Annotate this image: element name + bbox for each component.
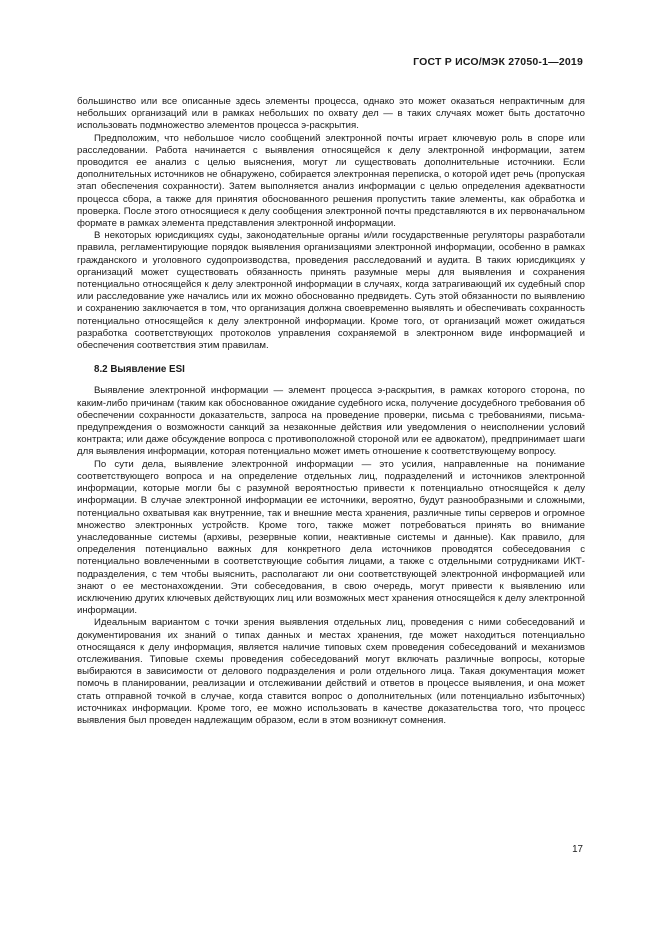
paragraph: Выявление электронной информации — элемент процесса э-раскрытия, в рамках которого сторона, по каким-либо причинам (таким как обоснованное ожидание судебного иска, получение досудебного требования об обеспечении сохранности доказательств, запроса на проведение проверки, письма с требованиями, письма-предупреждения о возможности санкций за незаконные действия или уведомления о неисполнении условий контракта; или даже обсуждение вопроса с противоположной стороной или ее адвокатом), предпринимает шаги для выявления информации, которая потенциально может иметь отношение к соответствующему вопросу. xyxy=(77,385,585,458)
document-body xyxy=(77,96,585,727)
page-number: 17 xyxy=(572,844,583,855)
paragraph: По сути дела, выявление электронной информации — это усилия, направленные на понимание соответствующего вопроса и на определение отдельных лиц, подразделений и источников электронной информации, которые могли бы с разумной вероятностью привести к потенциально относящейся к делу информации. В случае электронной информации ее источники, вероятно, будут разнообразными и сложными, потенциально охватывая как внутренние, так и внешние места хранения, различные типы серверов и огромное множество электронных устройств. Кроме того, также может потребоваться принять во внимание унаследованные системы (архивы, резервные копии, неактивные системы и данные). Как правило, для определения потенциально важных для конкретного дела источников проводятся собеседования с потенциально вовлеченными в соответствующие события лицами, а также с отдельными сотрудниками ИКТ-подразделения, с тем чтобы выяснить, располагают ли они соответствующей электронной информацией или знают о ее местонахождении. Эти собеседования, в свою очередь, могут привести к выявлению или исключению других ключевых действующих лиц или возможных мест хранения относящейся к делу электронной информации. xyxy=(77,458,585,617)
document-header: ГОСТ Р ИСО/МЭК 27050-1—2019 xyxy=(413,56,583,68)
paragraph: Предположим, что небольшое число сообщений электронной почты играет ключевую роль в споре или расследовании. Работа начинается с выявления относящейся к делу электронной информации, затем проводится ее анализ с целью выяснения, могут ли существовать дополнительные источники. Если дополнительных источников не обнаружено, собирается электронная переписка, о которой идет речь (пропуская этап обеспечения сохранности). Затем выполняется анализ информации с целью определения адекватности процесса сбора, а также для принятия обоснованного решения пропустить такие элементы, как обработка и проверка. После этого относящиеся к делу сообщения электронной почты представляются в их первоначальном формате в рамках элемента представления электронной информации. xyxy=(77,132,585,230)
paragraph: В некоторых юрисдикциях суды, законодательные органы и/или государственные регуляторы разработали правила, регламентирующие порядок выявления организациями электронной информации, особенно в рамках гражданского и уголовного судопроизводства, проведения расследований и аудита. В таких юрисдикциях у организаций может существовать обязанность принять разумные меры для выявления и сохранения потенциально относящейся к делу электронной информации в случаях, когда затрагивающий их судебный спор или расследование уже начались или их можно обоснованно предвидеть. Суть этой обязанности по выявлению и сохранению заключается в том, что организация должна своевременно выявлять и обеспечивать сохранность потенциально относящейся к делу электронной информации. Кроме того, от организаций может ожидаться разработка соответствующих протоколов управления сохраняемой в электронном виде информацией и обеспечения соответствия этим правилам. xyxy=(77,230,585,352)
paragraph: Идеальным вариантом с точки зрения выявления отдельных лиц, проведения с ними собеседований и документирования их знаний о типах данных и местах хранения, где может находиться потенциально относящаяся к делу информация, является наличие типовых схем проведения собеседований и механизмов отслеживания. Типовые схемы проведения собеседований могут включать различные вопросы, которые выбираются в зависимости от делового подразделения и роли отдельного лица. Такая документация может помочь в планировании, реализации и отслеживании действий и ответов в процессе выявления, и она может стать отправной точкой в случае, когда ставится вопрос о дополнительных (или потенциально избыточных) источниках информации. Кроме того, ее можно использовать в качестве доказательства того, что процесс выявления был проведен надлежащим образом, если в этом возникнут сомнения. xyxy=(77,617,585,726)
section-heading xyxy=(77,364,585,376)
section-heading-text: 8.2 Выявление ESI xyxy=(94,364,185,376)
paragraph-continuation: большинство или все описанные здесь элементы процесса, однако это может оказаться непрактичным для небольших организаций или в рамках небольших по охвату дел — в таких случаях может быть достаточно использовать подмножество элементов процесса э-раскрытия. xyxy=(77,96,585,132)
